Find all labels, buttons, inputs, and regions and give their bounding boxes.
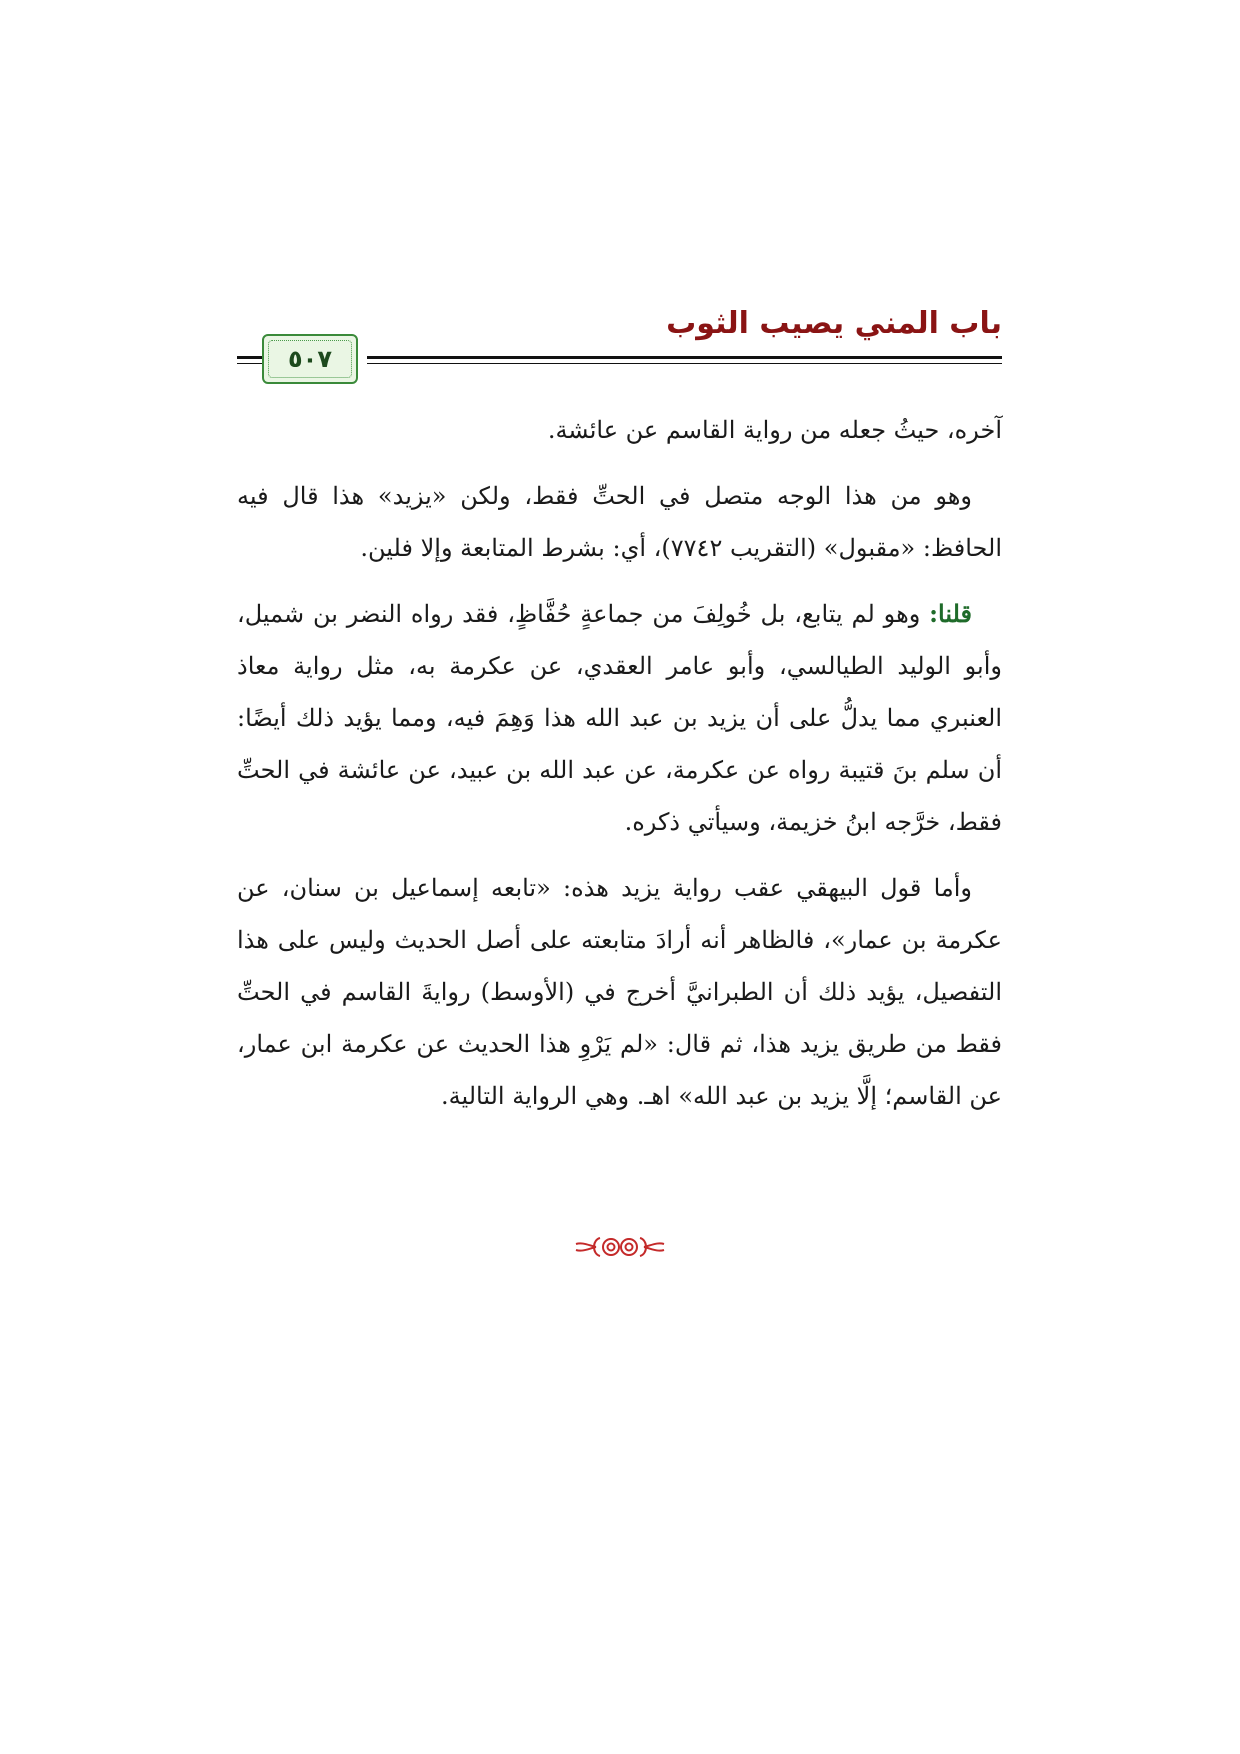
header-rule-thin — [367, 363, 1002, 364]
paragraph-lead-word: قلنا: — [929, 599, 973, 628]
paragraph-1: آخره، حيثُ جعله من رواية القاسم عن عائشة. — [547, 416, 1002, 444]
paragraph-3 — [237, 588, 1002, 848]
paragraph-2: وهو من هذا الوجه متصل في الحتِّ فقط، ولكن «يزيد» هذا قال فيه الحافظ: «مقبول» (التقريب ٧٧٤٢)، أي: بشرط المتابعة وإلا فلين. — [237, 482, 1002, 562]
header-rule-left-thin — [237, 363, 262, 364]
paragraph-3-text: وهو لم يتابع، بل خُولِفَ من جماعةٍ حُفَّاظٍ، فقد رواه النضر بن شميل، وأبو الوليد الطيالسي، وأبو عامر العقدي، عن عكرمة به، مثل رواية معاذ العنبري مما يدلُّ على أن يزيد بن عبد الله هذا وَهِمَ فيه، ومما يؤيد ذلك أيضًا: أن سلم بنَ قتيبة رواه عن عكرمة، عن عبد الله بن عبيد، عن عائشة في الحتِّ فقط، خرَّجه ابنُ خزيمة، وسيأتي ذكره. — [237, 600, 1002, 836]
floral-divider-icon — [570, 1232, 670, 1262]
page-number-badge — [262, 334, 358, 384]
header-rule-left — [237, 356, 262, 359]
page-number: ٥٠٧ — [288, 345, 332, 373]
body-text — [237, 404, 1002, 1136]
header-rule — [367, 356, 1002, 359]
paragraph-4: وأما قول البيهقي عقب رواية يزيد هذه: «تابعه إسماعيل بن سنان، عن عكرمة بن عمار»، فالظاهر أنه أرادَ متابعته على أصل الحديث وليس على هذا التفصيل، يؤيد ذلك أن الطبرانيَّ أخرج في (الأوسط) روايةَ القاسم في الحتِّ فقط من طريق يزيد هذا، ثم قال: «لم يَرْوِ هذا الحديث عن عكرمة ابن عمار، عن القاسم؛ إلَّا يزيد بن عبد الله» اهـ. وهي الرواية التالية. — [237, 874, 1002, 1110]
chapter-title: باب المني يصيب الثوب — [666, 306, 1002, 341]
